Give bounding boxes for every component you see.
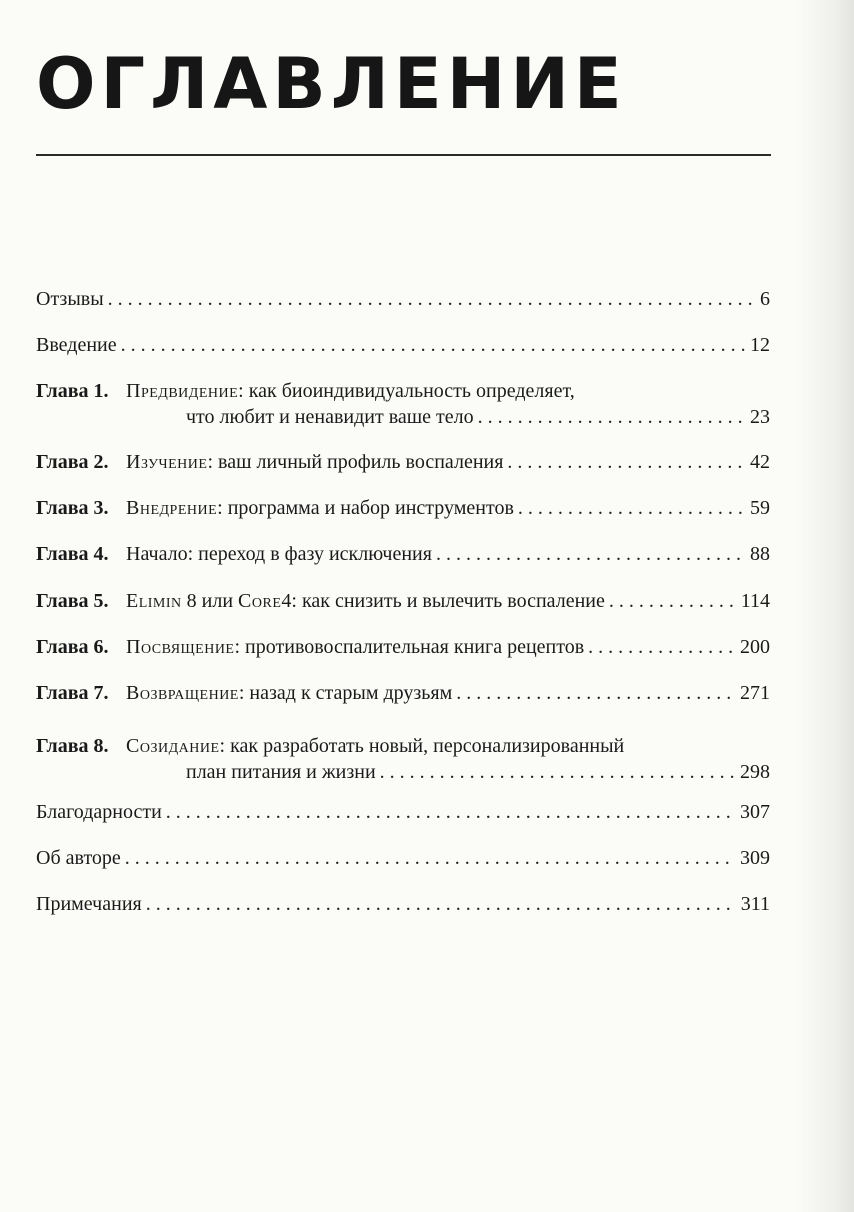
- toc-entry-thanks[interactable]: [36, 799, 770, 825]
- leader-dots: [507, 449, 746, 475]
- chapter-label: Глава 7.: [36, 682, 109, 704]
- toc-entry-text: [126, 378, 575, 404]
- toc-entry-text: Примечания: [36, 893, 142, 915]
- chapter-title-rest: : программа и набор инструментов: [217, 497, 514, 519]
- toc-entry-text: [126, 588, 605, 614]
- chapter-label: Глава 2.: [36, 451, 109, 473]
- toc-entry-text: Об авторе: [36, 847, 121, 869]
- chapter-label: Глава 1.: [36, 380, 109, 402]
- chapter-keyword: Elimin: [126, 590, 182, 612]
- chapter-keyword: Предвидение: [126, 380, 239, 402]
- chapter-keyword: Созидание: [126, 735, 220, 757]
- toc-entry-chapter-7[interactable]: [36, 680, 770, 706]
- chapter-keyword: Возвращение: [126, 682, 239, 704]
- chapter-keyword: Изучение: [126, 451, 208, 473]
- page-number: 12: [750, 334, 770, 356]
- chapter-keyword: Посвящение: [126, 636, 235, 658]
- chapter-label: Глава 5.: [36, 590, 109, 612]
- chapter-label: Глава 8.: [36, 735, 109, 757]
- toc-entry-text: [126, 680, 452, 706]
- page-number: 114: [740, 590, 770, 612]
- leader-dots: [146, 891, 737, 917]
- page-number: 42: [750, 451, 770, 473]
- chapter-title-line2: план питания и жизни: [186, 761, 376, 783]
- chapter-keyword: Core: [238, 590, 282, 612]
- chapter-title-line1: : как биоиндивидуальность определяет,: [238, 380, 575, 402]
- leader-dots: [609, 588, 737, 614]
- page-number: 200: [740, 636, 770, 658]
- page-number: 6: [760, 288, 770, 310]
- toc-entry-notes[interactable]: [36, 891, 770, 917]
- title-rule: [36, 154, 771, 156]
- toc-entry-text: Введение: [36, 334, 117, 356]
- page-number: 311: [740, 893, 770, 915]
- toc-entry-chapter-1[interactable]: [36, 378, 770, 404]
- toc-entry-text: Начало: переход в фазу исключения: [126, 543, 432, 565]
- chapter-title-rest: : противовоспалительная книга рецептов: [234, 636, 585, 658]
- page-number: 307: [740, 801, 770, 823]
- toc-entry-chapter-5[interactable]: [36, 588, 770, 614]
- leader-dots: [436, 541, 746, 567]
- chapter-title-line1: : как разработать новый, персонализированный: [219, 735, 625, 757]
- chapter-label: Глава 6.: [36, 636, 109, 658]
- chapter-title-rest: 4: как снизить и вылечить воспаление: [281, 590, 605, 612]
- toc-entry-chapter-4[interactable]: [36, 541, 770, 567]
- leader-dots: [108, 286, 756, 312]
- leader-dots: [478, 404, 746, 430]
- page-title: ОГЛАВЛЕНИЕ: [36, 43, 627, 125]
- page-edge-shadow: [796, 0, 854, 1212]
- chapter-label: Глава 4.: [36, 543, 109, 565]
- leader-dots: [125, 845, 736, 871]
- toc-entry-text: [126, 449, 503, 475]
- leader-dots: [166, 799, 736, 825]
- page-number: 271: [740, 682, 770, 704]
- chapter-title-line2: что любит и ненавидит ваше тело: [186, 406, 474, 428]
- toc-entry-vvedenie[interactable]: [36, 332, 770, 358]
- leader-dots: [588, 634, 736, 660]
- chapter-title-rest: : назад к старым друзьям: [238, 682, 453, 704]
- toc-entry-author[interactable]: [36, 845, 770, 871]
- page-number: 23: [750, 406, 770, 428]
- toc-entry-otzyvy[interactable]: [36, 286, 770, 312]
- chapter-title-mid: 8 или: [181, 590, 239, 612]
- leader-dots: [380, 759, 736, 785]
- toc-entry-text: Благодарности: [36, 801, 162, 823]
- chapter-keyword: Внедрение: [126, 497, 218, 519]
- toc-entry-chapter-8[interactable]: [36, 733, 770, 759]
- toc-entry-text: [126, 495, 514, 521]
- toc-entry-text: [126, 733, 624, 759]
- leader-dots: [518, 495, 746, 521]
- chapter-label: Глава 3.: [36, 497, 109, 519]
- toc-entry-chapter-8-cont[interactable]: [36, 759, 770, 785]
- toc-entry-chapter-6[interactable]: [36, 634, 770, 660]
- page-number: 309: [740, 847, 770, 869]
- leader-dots: [456, 680, 736, 706]
- leader-dots: [121, 332, 746, 358]
- chapter-title-rest: : ваш личный профиль воспаления: [207, 451, 504, 473]
- toc-entry-text: [126, 634, 584, 660]
- toc-entry-chapter-1-cont[interactable]: [36, 404, 770, 430]
- page-number: 88: [750, 543, 770, 565]
- toc-entry-chapter-2[interactable]: [36, 449, 770, 475]
- toc-entry-chapter-3[interactable]: [36, 495, 770, 521]
- page-number: 298: [740, 761, 770, 783]
- page-number: 59: [750, 497, 770, 519]
- toc-entry-text: Отзывы: [36, 288, 104, 310]
